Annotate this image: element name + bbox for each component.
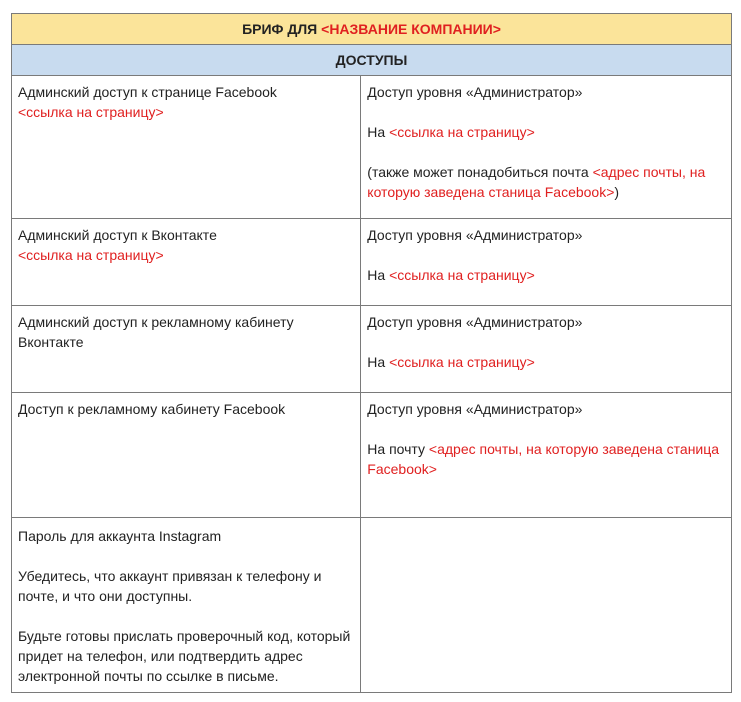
access-target-label: На: [367, 354, 390, 370]
email-placeholder: <адрес почты, на которую заведена станица Facebook>: [367, 164, 706, 200]
access-level: Доступ уровня «Администратор»: [367, 401, 583, 417]
table-row: [12, 306, 732, 393]
section-title: ДОСТУПЫ: [12, 45, 732, 76]
access-level: Доступ уровня «Администратор»: [367, 227, 583, 243]
page-link-placeholder: <ссылка на страницу>: [389, 267, 535, 283]
access-target: [367, 265, 725, 285]
access-item-label: Админский доступ к Вконтакте: [18, 227, 217, 243]
access-item: [12, 219, 361, 306]
email-placeholder: <адрес почты, на которую заведена станица Facebook>: [367, 441, 720, 477]
access-item: [12, 76, 361, 219]
access-item-label: Админский доступ к рекламному кабинету Вконтакте: [18, 314, 294, 350]
instagram-password-title: Пароль для аккаунта Instagram: [18, 528, 222, 544]
brief-title: [12, 14, 732, 45]
access-requirement: [361, 76, 732, 219]
access-note: [367, 162, 725, 202]
page-link-placeholder: <ссылка на страницу>: [389, 124, 535, 140]
instagram-note-2: Будьте готовы прислать проверочный код, который придет на телефон, или подтвердить адрес электронной почты по ссылке в письме.: [18, 628, 351, 684]
table-row: [12, 219, 732, 306]
access-target-label: На: [367, 267, 390, 283]
access-target: [367, 122, 725, 142]
access-requirement: [361, 306, 732, 393]
page-link-placeholder: <ссылка на страницу>: [18, 247, 164, 263]
access-level: Доступ уровня «Администратор»: [367, 314, 583, 330]
access-level: Доступ уровня «Администратор»: [367, 84, 583, 100]
access-target-label: На почту: [367, 441, 429, 457]
access-item: [12, 306, 361, 393]
access-note-prefix: (также может понадобиться почта: [367, 164, 593, 180]
table-row: [12, 518, 732, 693]
access-requirement: [361, 219, 732, 306]
page-link-placeholder: <ссылка на страницу>: [389, 354, 535, 370]
access-target-label: На: [367, 124, 390, 140]
company-name-placeholder: <НАЗВАНИЕ КОМПАНИИ>: [321, 21, 501, 37]
table-row: [12, 76, 732, 219]
access-target: [367, 352, 725, 372]
brief-title-prefix: БРИФ ДЛЯ: [242, 21, 322, 37]
brief-table: [11, 13, 732, 693]
access-requirement: [361, 393, 732, 518]
page-link-placeholder: <ссылка на страницу>: [18, 104, 164, 120]
empty-cell: [361, 518, 732, 693]
access-target: [367, 439, 725, 479]
access-item-label: Админский доступ к странице Facebook: [18, 84, 277, 100]
access-note-suffix: ): [614, 184, 620, 200]
instagram-note-1: Убедитесь, что аккаунт привязан к телефону и почте, и что они доступны.: [18, 568, 322, 604]
access-item: [12, 518, 361, 693]
access-item: [12, 393, 361, 518]
access-item-label: Доступ к рекламному кабинету Facebook: [18, 401, 286, 417]
table-row: [12, 393, 732, 518]
